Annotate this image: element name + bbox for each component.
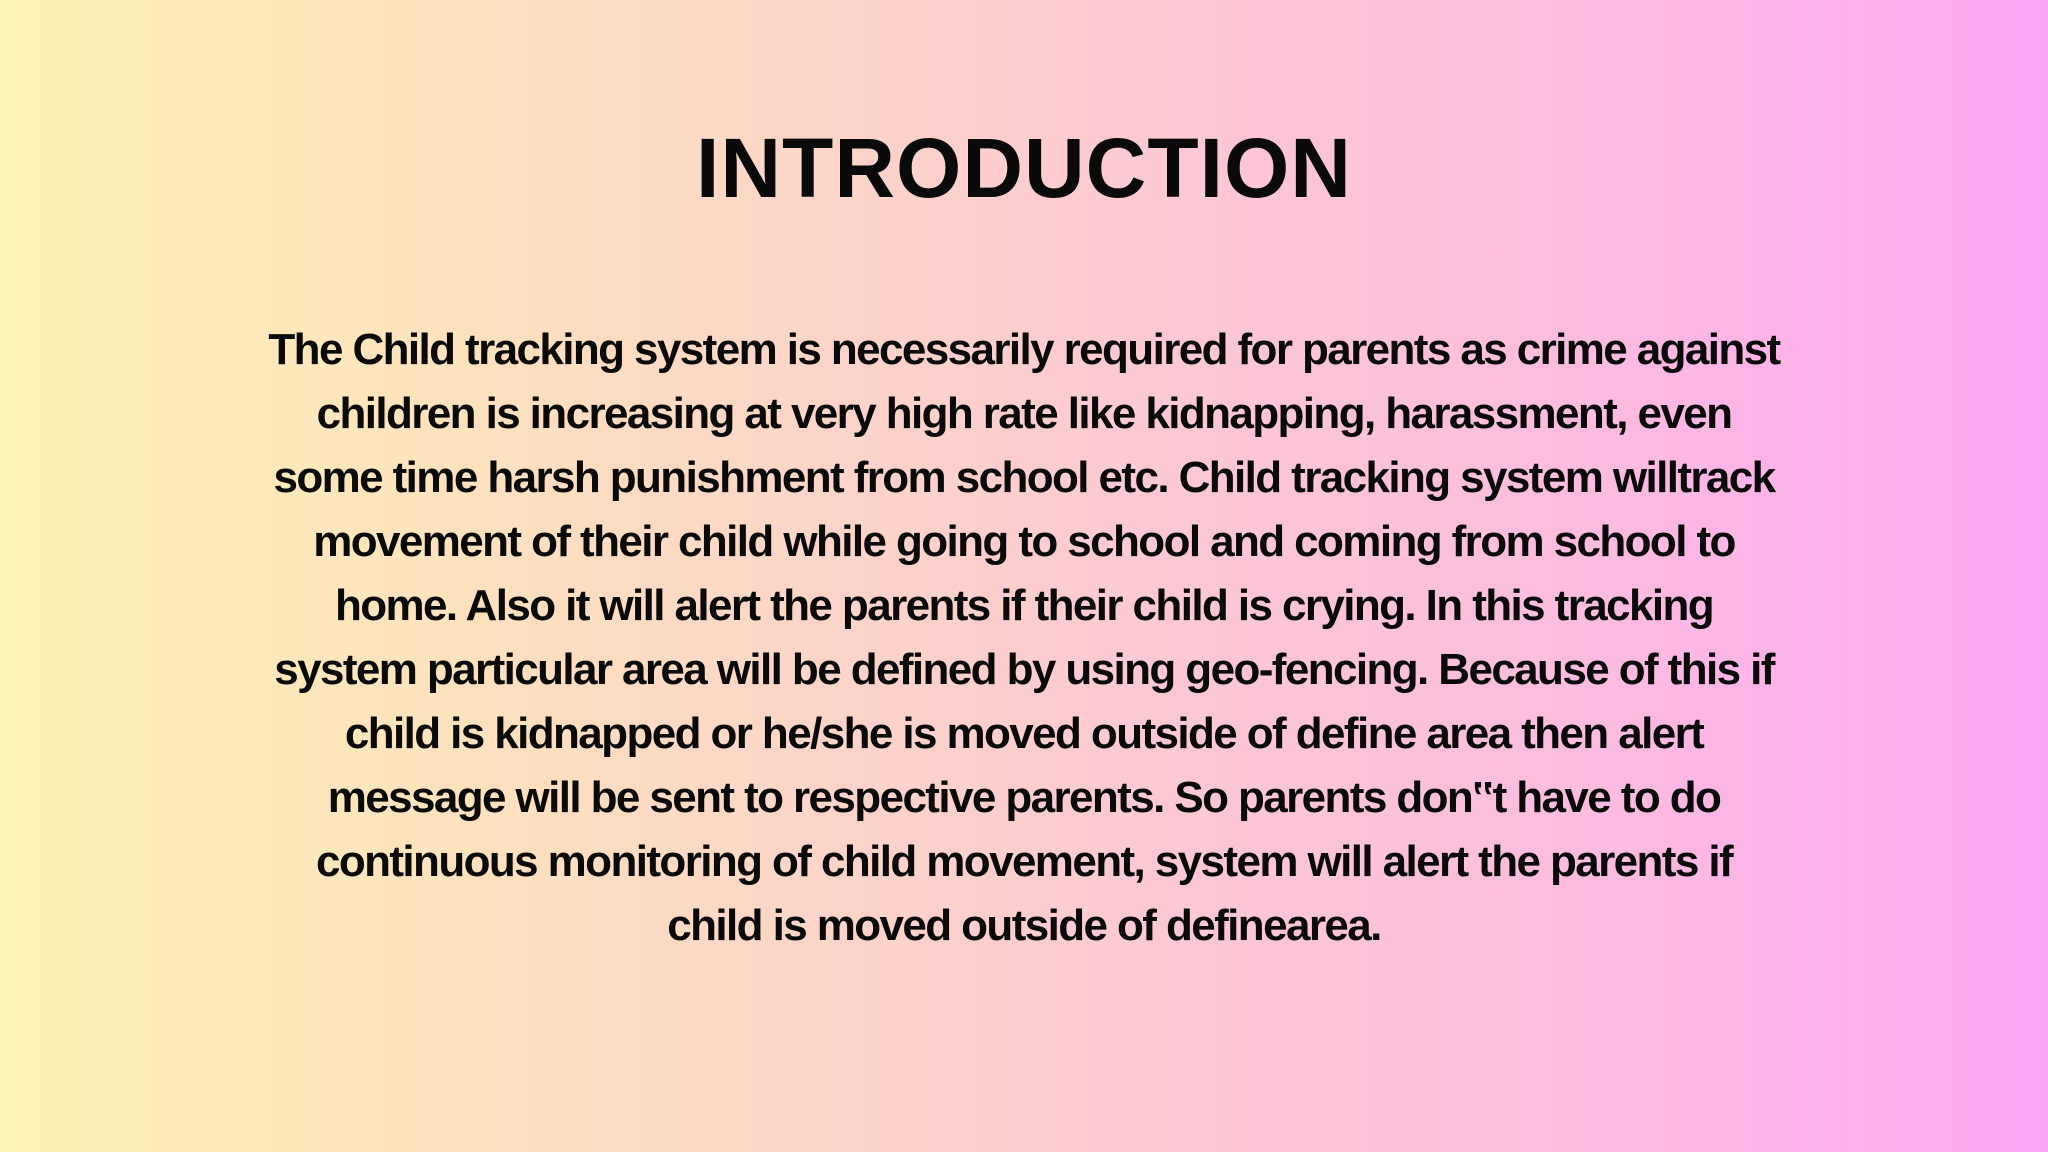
body-line: child is moved outside of definearea.: [667, 901, 1381, 950]
body-line: movement of their child while going to school and coming from school to: [313, 517, 1735, 566]
body-line: child is kidnapped or he/she is moved outside of define area then alert: [344, 709, 1704, 758]
slide-body: [130, 318, 1918, 958]
slide-title: INTRODUCTION: [696, 121, 1352, 215]
body-line: message will be sent to respective parents. So parents don‟t have to do: [327, 773, 1721, 822]
body-line: home. Also it will alert the parents if their child is crying. In this tracking: [334, 581, 1714, 630]
body-line: The Child tracking system is necessarily required for parents as crime against: [268, 325, 1780, 374]
body-line: some time harsh punishment from school etc. Child tracking system willtrack: [273, 453, 1775, 502]
body-line: system particular area will be defined by using geo-fencing. Because of this if: [274, 645, 1774, 694]
body-line: children is increasing at very high rate like kidnapping, harassment, even: [316, 389, 1732, 438]
body-line: continuous monitoring of child movement, system will alert the parents if: [315, 837, 1733, 886]
